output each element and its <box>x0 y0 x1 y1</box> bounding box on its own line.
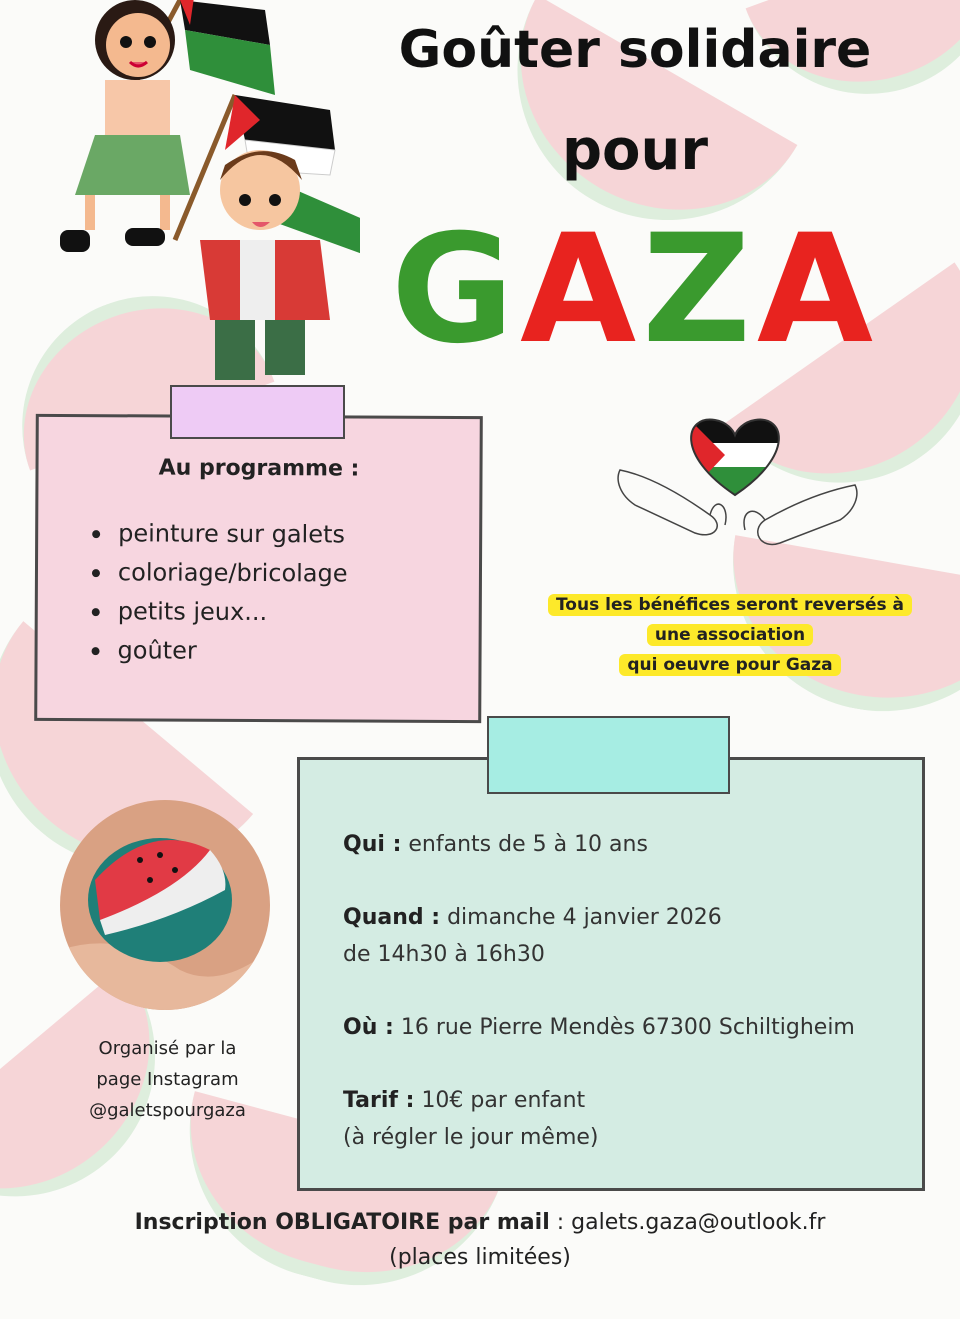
price-line <box>343 1082 922 1119</box>
gaza-letter: Z <box>642 203 757 377</box>
programme-heading: Au programme : <box>158 455 360 482</box>
registration-line <box>0 1205 960 1240</box>
registration-note: (places limitées) <box>389 1245 571 1270</box>
tape-decoration <box>487 716 730 794</box>
price-label: Tarif : <box>343 1088 415 1113</box>
organizer-instagram: @galetspourgaza <box>89 1100 246 1121</box>
where-label: Où : <box>343 1015 394 1040</box>
programme-box <box>34 414 483 723</box>
who-label: Qui : <box>343 832 402 857</box>
price-value: 10€ par enfant <box>421 1088 586 1113</box>
programme-item: coloriage/bricolage <box>88 553 348 593</box>
programme-item: peinture sur galets <box>88 514 348 554</box>
tape-decoration <box>170 385 345 439</box>
who-line <box>343 826 922 863</box>
title-line-1: Goûter solidaire <box>398 20 872 80</box>
when-time: de 14h30 à 16h30 <box>343 942 545 967</box>
gaza-letter: A <box>756 203 880 377</box>
title-line-2: pour <box>561 118 709 183</box>
when-label: Quand : <box>343 905 441 930</box>
programme-item: petits jeux... <box>88 592 348 632</box>
registration-footer <box>0 1205 960 1275</box>
gaza-title <box>330 205 940 375</box>
heart-hands-icon <box>615 415 860 555</box>
where-line <box>343 1009 922 1046</box>
painted-stone-photo <box>60 800 270 1010</box>
donation-line: une association <box>647 624 813 646</box>
organizer-line: page Instagram <box>96 1069 239 1090</box>
gaza-letter: G <box>390 203 521 377</box>
donation-note <box>520 590 940 680</box>
donation-line: qui oeuvre pour Gaza <box>619 654 840 676</box>
who-value: enfants de 5 à 10 ans <box>408 832 648 857</box>
when-line <box>343 899 922 936</box>
children-with-flags-illustration <box>30 0 360 385</box>
gaza-letter: A <box>520 203 643 377</box>
when-date: dimanche 4 janvier 2026 <box>447 905 722 930</box>
registration-label: Inscription OBLIGATOIRE par mail <box>134 1210 550 1235</box>
where-value: 16 rue Pierre Mendès 67300 Schiltigheim <box>400 1015 855 1040</box>
details-box <box>297 757 925 1191</box>
price-note: (à régler le jour même) <box>343 1125 599 1150</box>
organizer-note <box>40 1033 295 1126</box>
registration-email[interactable]: : galets.gaza@outlook.fr <box>556 1210 826 1235</box>
organizer-line: Organisé par la <box>98 1038 237 1059</box>
programme-list <box>87 514 347 671</box>
programme-item: goûter <box>87 631 347 671</box>
donation-line: Tous les bénéfices seront reversés à <box>548 594 912 616</box>
